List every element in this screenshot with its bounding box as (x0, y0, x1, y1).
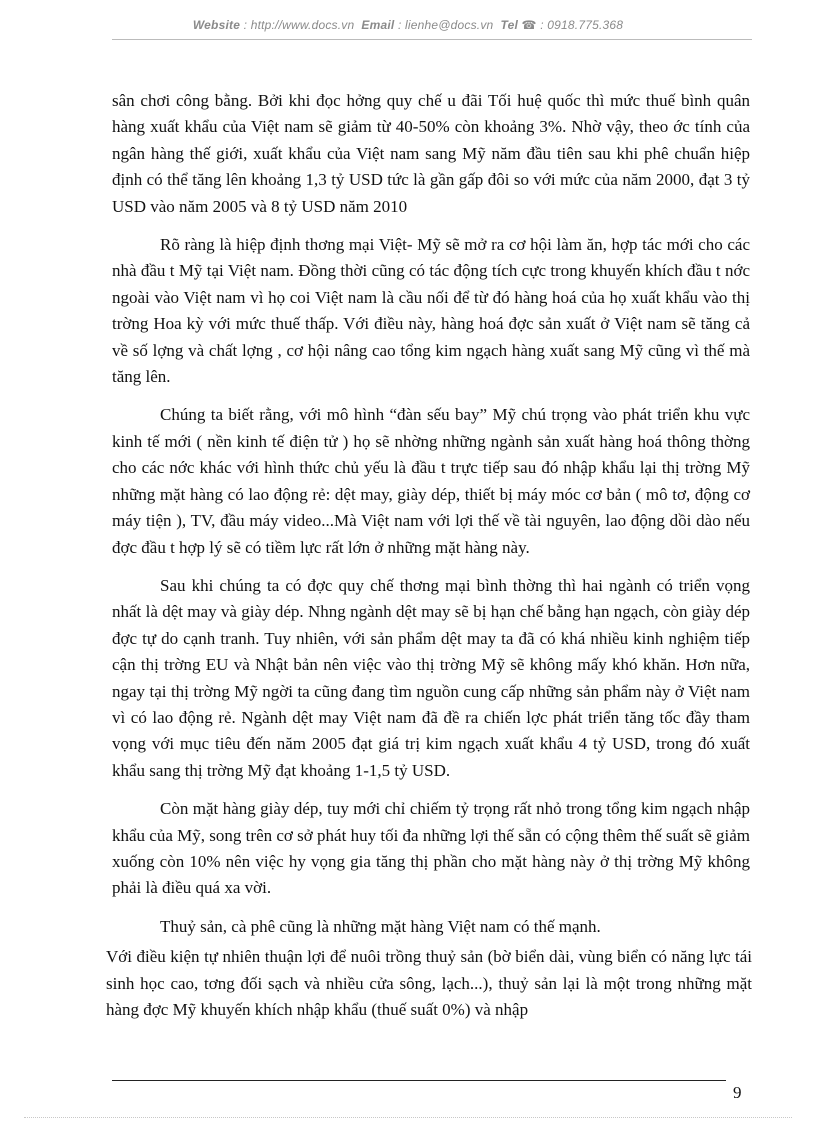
page-header (0, 18, 816, 32)
header-divider (112, 39, 752, 40)
page-number: 9 (733, 1083, 742, 1102)
paragraph-trade-agreement: Rõ ràng là hiệp định thơng mại Việt- Mỹ sẽ mở ra cơ hội làm ăn, hợp tác mới cho các nhà đầu t Mỹ tại Việt nam. Đồng thời cũng có tác động tích cực trong khuyến khích đầu t nớc ngoài vào Việt nam vì họ coi Việt nam là cầu nối để từ đó hàng hoá của họ xuất khẩu vào thị trờng Hoa kỳ với mức thuế thấp. Với điều này, hàng hoá đợc sản xuất ở Việt nam sẽ tăng cả về số lợng và chất lợng , cơ hội nâng cao tổng kim ngạch hàng xuất sang Mỹ cũng vì thế mà tăng lên. (112, 235, 750, 387)
document-body (106, 88, 752, 1035)
paragraph-seafood-conditions: Với điều kiện tự nhiên thuận lợi để nuôi trồng thuỷ sản (bờ biển dài, vùng biển có năng lực tái sinh học cao, tơng đối sạch và nhiều cửa sông, lạch...), thuỷ sản lại là một trong những mặt hàng đợc Mỹ khuyến khích nhập khẩu (thuế suất 0%) và nhập (106, 947, 752, 1019)
email-value[interactable]: : lienhe@docs.vn (397, 18, 494, 32)
paragraph-continuation: sân chơi công bằng. Bởi khi đọc hởng quy chế u đãi Tối huệ quốc thì mức thuế bình quân hàng xuất khẩu của Việt nam sẽ giảm từ 40-50% còn khoảng 3%. Nhờ vậy, theo ớc tính của ngân hàng thế giới, xuất khẩu của Việt nam sang Mỹ năm đầu tiên sau khi phê chuẩn hiệp định có thể tăng lên khoảng 1,3 tỷ USD tức là gần gấp đôi so với mức của năm 2000, đạt 3 tỷ USD vào năm 2005 và 8 tỷ USD năm 2010 (112, 91, 750, 216)
paragraph-flying-geese: Chúng ta biết rằng, với mô hình “đàn sếu bay” Mỹ chú trọng vào phát triển khu vực kinh tế mới ( nền kinh tế điện tử ) họ sẽ nhờng những ngành sản xuất hàng hoá thông thờng cho các nớc khác với hình thức chủ yếu là đầu t trực tiếp sau đó nhập khẩu lại thị trờng Mỹ những mặt hàng có lao động rẻ: dệt may, giày dép, thiết bị máy móc cơ bản ( mô tơ, động cơ máy tiện ), TV, đầu máy video...Mà Việt nam với lợi thế về tài nguyên, lao động dồi dào nếu đợc đầu t hợp lý sẽ có tiềm lực rất lớn ở những mặt hàng này. (112, 405, 750, 557)
paragraph-footwear: Còn mặt hàng giày dép, tuy mới chỉ chiếm tỷ trọng rất nhỏ trong tổng kim ngạch nhập khẩu của Mỹ, song trên cơ sở phát huy tối đa những lợi thế sẵn có cộng thêm thế suất sẽ giảm xuống còn 10% nên việc hy vọng gia tăng thị phần cho mặt hàng này ở thị trờng Mỹ không phải là điều quá xa vời. (112, 799, 750, 898)
website-value[interactable]: : http://www.docs.vn (243, 18, 355, 32)
website-label: Website (192, 18, 241, 32)
tel-label: Tel (500, 18, 518, 32)
page-bottom-border (24, 1117, 792, 1118)
paragraph-seafood-coffee: Thuỷ sản, cà phê cũng là những mặt hàng Việt nam có thế mạnh. (160, 916, 601, 936)
footer-divider (112, 1080, 726, 1081)
email-label: Email (361, 18, 395, 32)
paragraph-textiles-footwear: Sau khi chúng ta có đợc quy chế thơng mại bình thờng thì hai ngành có triển vọng nhất là dệt may và giày dép. Nhng ngành dệt may sẽ bị hạn chế bằng hạn ngạch, còn giày dép đợc tự do cạnh tranh. Tuy nhiên, với sản phẩm dệt may ta đã có khá nhiều kinh nghiệm tiếp cận thị trờng EU và Nhật bản nên việc vào thị trờng Mỹ sẽ không mấy khó khăn. Hơn nữa, ngay tại thị trờng Mỹ ngời ta cũng đang tìm nguồn cung cấp những sản phẩm này ở Việt nam vì có lao động rẻ. Ngành dệt may Việt nam đã đề ra chiến lợc phát triển tăng tốc đầy tham vọng với mục tiêu đến năm 2005 đạt giá trị kim ngạch xuất khẩu 4 tỷ USD, trong đó xuất khẩu sang thị trờng Mỹ đạt khoảng 1-1,5 tỷ USD. (112, 575, 750, 780)
tel-value: ☎ : 0918.775.368 (521, 18, 624, 32)
